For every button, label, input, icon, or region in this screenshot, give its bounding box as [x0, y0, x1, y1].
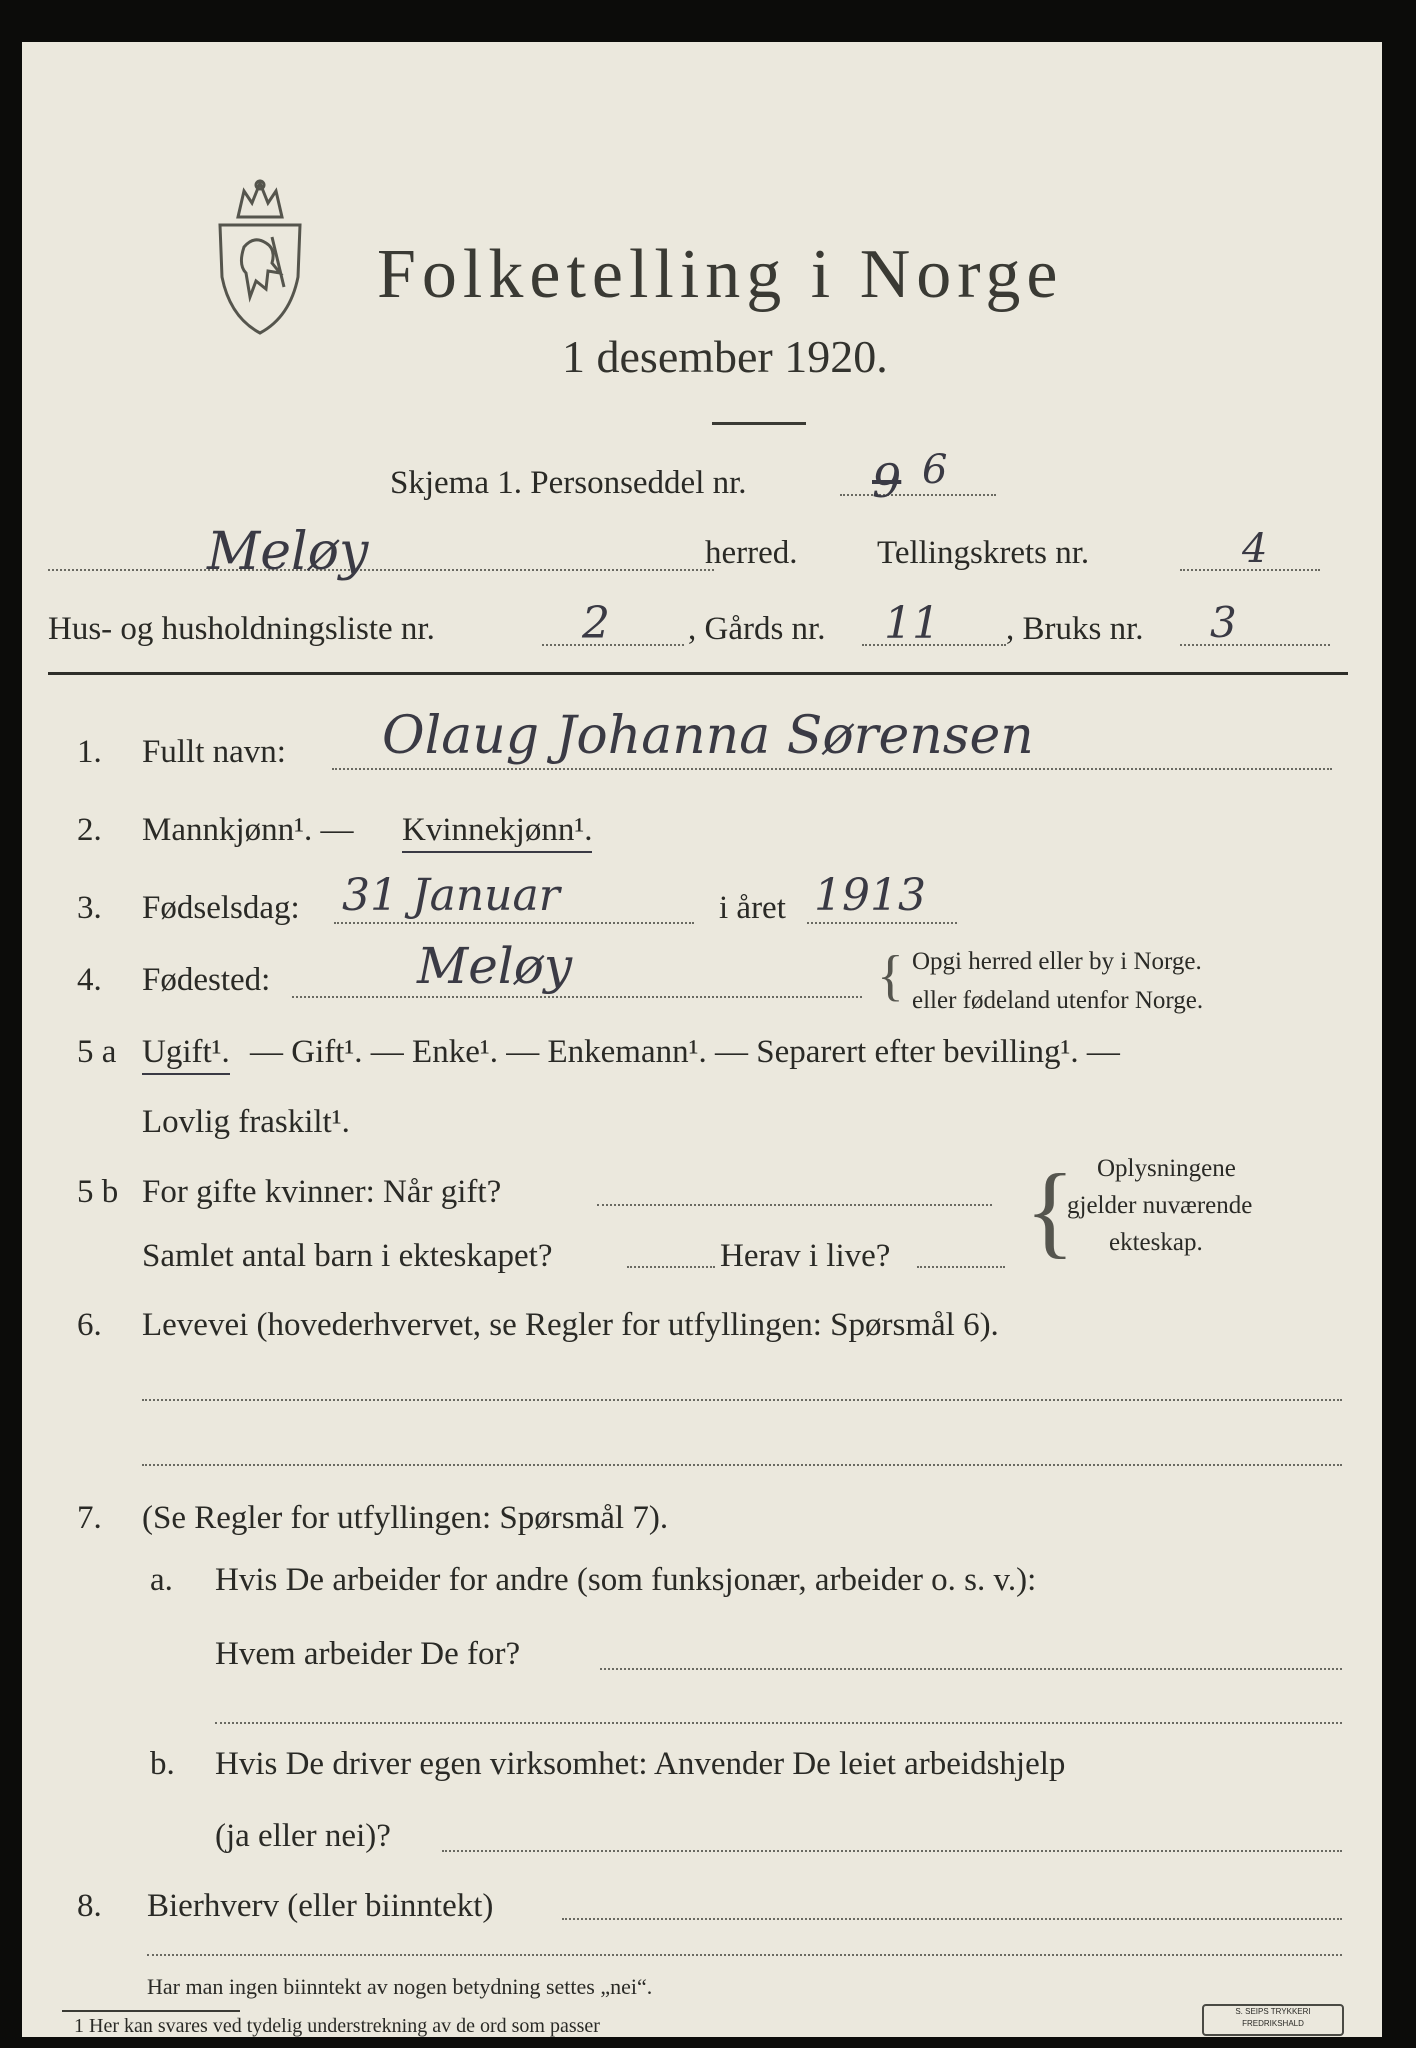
q4-label: Fødested:: [142, 962, 271, 998]
q5b-note-line2: gjelder nuværende: [1067, 1192, 1253, 1219]
q7a-sub-label: Hvem arbeider De for?: [215, 1636, 521, 1672]
q6-label: Levevei (hovederhvervet, se Regler for utfyllingen: Spørsmål 6).: [142, 1307, 999, 1343]
q1-number: 1.: [77, 734, 102, 770]
q6-number: 6.: [77, 1307, 102, 1343]
gards-label: , Gårds nr.: [688, 611, 826, 647]
q5b-note-line1: Oplysningene: [1097, 1155, 1236, 1182]
q3-number: 3.: [77, 890, 102, 926]
q8-answer-line-2: [147, 1954, 1342, 1956]
q6-answer-line-2: [142, 1464, 1342, 1466]
printer-stamp-text: S. SEIPS TRYKKERI FREDRIKSHALD: [1235, 2007, 1311, 2028]
q7b-letter: b.: [150, 1746, 175, 1782]
municipality-name: Meløy: [207, 522, 369, 582]
skjema-number-correction: 6: [922, 447, 948, 493]
tellingskrets-number: 4: [1242, 526, 1268, 572]
q4-note-brace: {: [877, 945, 904, 1007]
census-form: [22, 42, 1382, 2037]
gards-number: 11: [884, 598, 940, 649]
q5b-number: 5 b: [77, 1174, 119, 1210]
q2-male-option: Mannkjønn¹. —: [142, 812, 354, 848]
q7-label: (Se Regler for utfyllingen: Spørsmål 7).: [142, 1500, 669, 1536]
q7b-answer-leader: [442, 1850, 1342, 1852]
q3-year-leader: [807, 922, 957, 924]
q5b-label-nar-gift: For gifte kvinner: Når gift?: [142, 1174, 502, 1210]
q6-answer-line-1: [142, 1399, 1342, 1401]
q2-female-option: Kvinnekjønn¹.: [402, 812, 592, 853]
q7b-sub-label: (ja eller nei)?: [215, 1818, 391, 1854]
q5b-note-line3: ekteskap.: [1109, 1229, 1203, 1256]
herred-label: herred.: [705, 535, 798, 571]
title-rule: [712, 422, 806, 425]
tellingskrets-label: Tellingskrets nr.: [877, 535, 1090, 571]
q3-birth-date: 31 Januar: [342, 870, 560, 921]
q5a-other-options: — Gift¹. — Enke¹. — Enkemann¹. — Separert efter bevilling¹. —: [250, 1034, 1120, 1070]
q8-number: 8.: [77, 1888, 102, 1924]
hus-leader: [542, 644, 684, 646]
q2-number: 2.: [77, 812, 102, 848]
skjema-leader: [840, 494, 996, 496]
bruks-label: , Bruks nr.: [1006, 611, 1144, 647]
q4-birthplace: Meløy: [417, 937, 573, 995]
herred-leader: [48, 569, 714, 571]
q4-note-line1: Opgi herred eller by i Norge.: [912, 948, 1202, 975]
q4-number: 4.: [77, 962, 102, 998]
q3-leader: [334, 922, 694, 924]
bruks-number: 3: [1210, 598, 1237, 647]
q5a-lovlig-fraskilt: Lovlig fraskilt¹.: [142, 1104, 350, 1140]
q5b-note-brace: {: [1025, 1153, 1075, 1268]
q7-number: 7.: [77, 1500, 102, 1536]
q7a-letter: a.: [150, 1562, 173, 1598]
q1-full-name: Olaug Johanna Sørensen: [382, 706, 1034, 766]
hus-number: 2: [582, 598, 610, 649]
q7b-label: Hvis De driver egen virksomhet: Anvender De leiet arbeidshjelp: [215, 1746, 1066, 1782]
q3-birth-year: 1913: [814, 870, 926, 921]
q1-label: Fullt navn:: [142, 734, 286, 770]
q1-leader: [332, 768, 1332, 770]
q5a-number: 5 a: [77, 1034, 117, 1070]
bruks-leader: [1180, 644, 1330, 646]
census-date: 1 desember 1920.: [562, 331, 888, 382]
q4-leader: [292, 996, 862, 998]
footnote-rule: [62, 2010, 240, 2012]
q7a-employer-leader: [600, 1668, 1342, 1670]
q5a-ugift-option: Ugift¹.: [142, 1034, 230, 1075]
printer-stamp: [1202, 2004, 1344, 2036]
q7a-label: Hvis De arbeider for andre (som funksjonær, arbeider o. s. v.):: [215, 1562, 1037, 1598]
skjema-label: Skjema 1. Personseddel nr.: [390, 465, 747, 501]
q3-label: Fødselsdag:: [142, 890, 300, 926]
header-divider: [48, 672, 1348, 675]
q5b-antal-barn-leader: [627, 1266, 715, 1268]
hus-label: Hus- og husholdningsliste nr.: [48, 611, 435, 647]
q8-leader: [562, 1918, 1342, 1920]
q5b-label-i-live: Herav i live?: [720, 1238, 891, 1274]
skjema-number: 9: [872, 454, 902, 508]
q5b-nar-gift-leader: [597, 1204, 992, 1206]
q7a-answer-line-2: [215, 1722, 1342, 1724]
q3-year-label: i året: [719, 890, 786, 926]
q4-note-line2: eller fødeland utenfor Norge.: [912, 987, 1204, 1014]
footer-note: Har man ingen biinntekt av nogen betydning settes „nei“.: [147, 1974, 653, 1999]
q5b-i-live-leader: [917, 1266, 1005, 1268]
norwegian-coat-of-arms-icon: [210, 177, 310, 337]
q8-label: Bierhverv (eller biinntekt): [147, 1888, 494, 1924]
footnote: 1 Her kan svares ved tydelig understrekning av de ord som passer: [74, 2015, 600, 2037]
form-title: Folketelling i Norge: [377, 236, 1064, 313]
q5b-label-antal-barn: Samlet antal barn i ekteskapet?: [142, 1238, 553, 1274]
